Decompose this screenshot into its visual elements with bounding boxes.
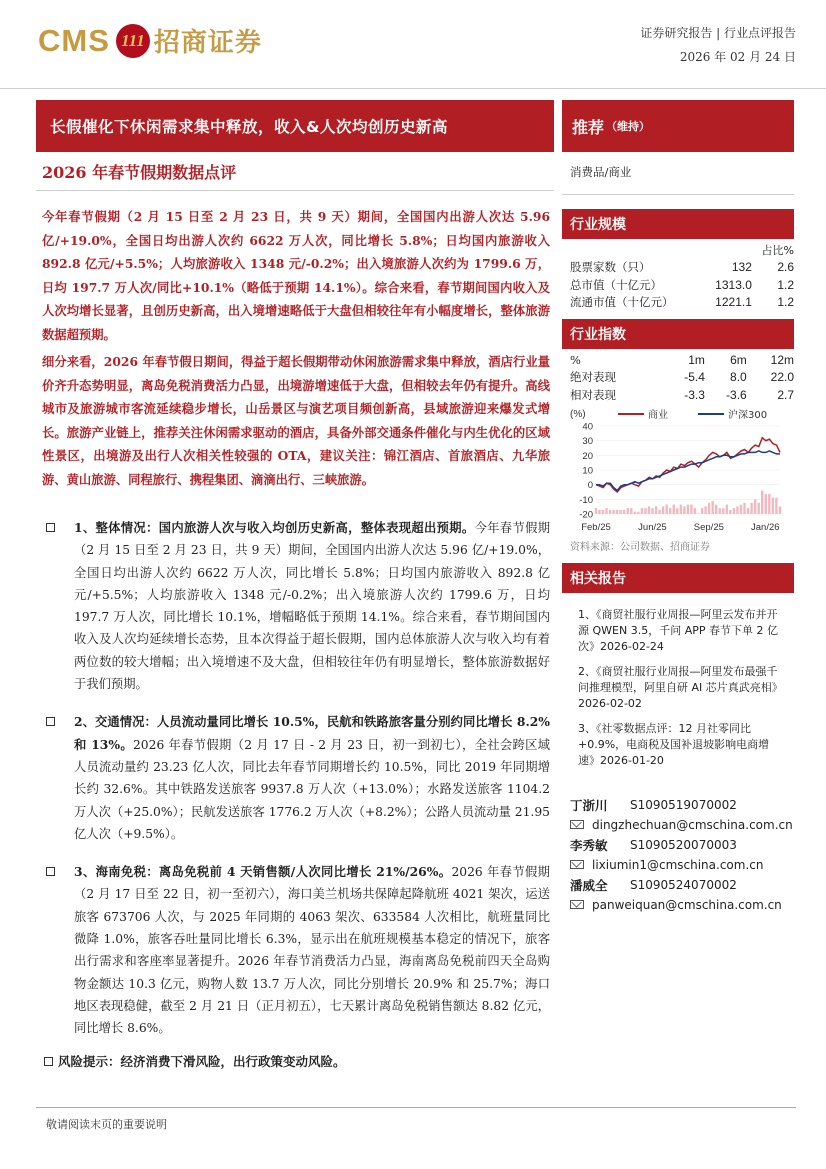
analyst-name: 潘威全 [570, 877, 608, 893]
excess-bar [690, 504, 692, 513]
bullet-item [42, 861, 550, 1039]
analyst-id: S1090524070002 [630, 877, 737, 892]
analyst-name: 李秀敏 [570, 837, 608, 853]
excess-bar [711, 501, 713, 514]
analyst-email-row [570, 815, 794, 835]
excess-bar [750, 502, 752, 513]
related-report-link[interactable]: 2、《商贸社服行业周报—阿里发布最强千问推理模型，阿里自研 AI 芯片真武亮相》2026-02-02 [578, 664, 783, 710]
risk-warning [42, 1052, 550, 1070]
performance-chart [566, 404, 790, 536]
analyst-email[interactable]: panweiquan@cmschina.com.cn [592, 897, 782, 912]
excess-bar [740, 504, 742, 513]
excess-bar [715, 504, 717, 513]
footer-note: 敬请阅读末页的重要说明 [46, 1118, 167, 1131]
excess-bar [747, 508, 749, 514]
checkbox-square-icon [46, 523, 55, 532]
bullet-item [42, 517, 550, 695]
y-tick-label: -20 [579, 509, 593, 520]
footer-divider [36, 1107, 796, 1108]
excess-bar [765, 494, 767, 514]
scale-table [570, 241, 794, 311]
index-head-cell: 6m [730, 352, 747, 367]
excess-bar [757, 502, 759, 513]
table-row [570, 369, 794, 387]
bullet-body: 今年春节假期（2 月 15 日至 2 月 23 日，共 9 天）期间，全国国内出游人次达 5.96 亿/+19.0%，全国日均出游人次约 6622 万人次，同比增长 5.8%；日均国内旅游收入 892.8 亿元/+5.5%；人均旅游收入 1348 元/-0.2%；出入境旅游人次约 1799.6 万，日均 197.7 万人次，同比增长 10.1%，增幅略低于预期 14.1%。综合来看，春节期间国内收入及人次均延续增长态势，且本次得益于超长假期，国内总体旅游人次与收入均有着两位数的较大增幅；出入境增速不及大盘，但相较往年仍有明显增长，整体旅游数据好于我们预期。 [74, 521, 550, 692]
table-row [570, 386, 794, 404]
checkbox-square-icon [46, 867, 55, 876]
y-tick-label: 20 [582, 450, 593, 462]
bullet-item [42, 711, 550, 845]
y-tick-label: 10 [582, 465, 593, 476]
excess-bar [733, 508, 735, 514]
table-row [570, 259, 794, 277]
scale-label: 总市值（十亿元） [570, 277, 662, 292]
analyst-id: S1090520070003 [630, 837, 737, 852]
excess-bar [761, 490, 763, 513]
rating-label: 推荐 [572, 117, 605, 137]
excess-bar [630, 508, 632, 514]
excess-bar [680, 504, 682, 513]
excess-bar [676, 508, 678, 514]
mail-icon [570, 820, 584, 829]
logo-chinese: 招商证券 [153, 28, 262, 58]
y-tick-label: -10 [579, 494, 593, 506]
bullet-heading: 1、整体情况：国内旅游人次与收入均创历史新高，整体表现超出预期。 [74, 520, 475, 535]
excess-bar [687, 504, 689, 513]
excess-bar [768, 494, 770, 514]
scale-pct: 1.2 [777, 295, 794, 310]
excess-bar [697, 513, 699, 514]
excess-bar [644, 508, 646, 514]
report-title: 长假催化下休闲需求集中释放，收入&人次均创历史新高 [36, 100, 554, 152]
excess-bar [719, 508, 721, 514]
excess-bar [708, 502, 710, 513]
excess-bar [729, 509, 731, 513]
report-type: 证券研究报告 | 行业点评报告 [640, 26, 796, 40]
excess-bar [726, 504, 728, 513]
x-tick-label: Jan/26 [751, 521, 780, 533]
risk-text: 风险提示：经济消费下滑风险，出行政策变动风险。 [58, 1053, 346, 1069]
table-row [570, 294, 794, 312]
excess-bar [641, 508, 643, 514]
excess-bar [669, 508, 671, 514]
analyst-email[interactable]: lixiumin1@cmschina.com.cn [592, 857, 764, 872]
excess-bar [602, 509, 604, 513]
bullet-body: 2026 年春节假期（2 月 17 日至 22 日，初一至初六），海口美兰机场共保障起降航班 4021 架次，运送旅客 673706 人次，与 2025 年同期的 4063 架次、633584 人次相比，航班量同比微降 1.0%，旅客吞吐量同比增长 6.3%，显示出在航班规模基本稳定的情况下，旅客出行需求和客座率显著提升。2026 年春节消费活力凸显，海南离岛免税前四天全岛购物金额达 10.3 亿元，购物人数 13.7 万人次，同比分别增长 20.9% 和 25.7%；海口地区表现稳健，截至 2 月 21 日（正月初五），七天累计离岛免税销售额达 8.82 亿元，同比增长 8.6%。 [74, 865, 550, 1036]
scale-label: 股票家数（只） [570, 260, 651, 275]
excess-bar [665, 504, 667, 513]
excess-bar [623, 509, 625, 513]
report-subtitle: 2026 年春节假期数据点评 [42, 163, 237, 182]
header-divider [0, 88, 826, 89]
excess-bar [704, 506, 706, 514]
analyst-email[interactable]: dingzhechuan@cmschina.com.cn [592, 817, 793, 832]
analyst-row [570, 835, 794, 855]
sidebar [562, 100, 794, 915]
excess-bar [651, 508, 653, 514]
analyst-id: S1090519070002 [630, 797, 737, 812]
excess-bar [673, 504, 675, 513]
excess-bar [662, 506, 664, 514]
scale-label: 流通市值（十亿元） [570, 295, 674, 310]
excess-bar [612, 509, 614, 513]
bullet-list [42, 517, 550, 1070]
excess-bar [598, 509, 600, 513]
summary [42, 205, 550, 495]
index-value: -3.3 [684, 387, 705, 402]
y-tick-label: 40 [582, 421, 593, 432]
legend-label-business: 商业 [648, 409, 668, 421]
excess-bar [722, 508, 724, 514]
scale-pct: 2.6 [777, 260, 794, 275]
excess-bar [616, 509, 618, 513]
page-header [0, 0, 826, 90]
index-head-cell: 12m [770, 352, 794, 367]
table-row [570, 276, 794, 294]
scale-value: 132 [731, 260, 752, 275]
index-value: 2.7 [777, 387, 794, 402]
index-value: 8.0 [730, 370, 747, 385]
excess-bar [655, 506, 657, 514]
logo-mark-icon: 111 [116, 24, 150, 58]
summary-paragraph: 细分来看，2026 年春节假日期间，得益于超长假期带动休闲旅游需求集中释放，酒店行业量价齐升态势明显，离岛免税消费活力凸显，出境游增速低于大盘，但相较去年仍有提升。高线城市及旅游城市客流延续稳步增长，山岳景区与演艺项目频创新高，县域旅游迎来爆发式增长。旅游产业链上，推荐关注休闲需求驱动的酒店，具备外部交通条件催化与内生优化的区域性景区，出境游及出行人次相关性较强的 OTA，建议关注：锦江酒店、首旅酒店、九华旅游、黄山旅游、同程旅行、携程集团、滴滴出行、三峡旅游。 [42, 354, 550, 487]
index-value: -3.6 [726, 387, 747, 402]
excess-bar [701, 508, 703, 514]
excess-bar [736, 506, 738, 514]
excess-bar [683, 506, 685, 514]
scale-pct: 1.2 [777, 277, 794, 292]
related-report-link[interactable]: 3、《社零数据点评：12 月社零同比+0.9%，电商税及国补退坡影响电商增速》2026-01-20 [578, 721, 770, 767]
y-tick-label: 30 [582, 435, 593, 447]
analyst-row [570, 795, 794, 815]
logo-latin: CMS [38, 22, 110, 58]
excess-bar [694, 508, 696, 514]
analyst-list [570, 795, 794, 915]
chart-source: 资料来源：公司数据、招商证券 [570, 541, 710, 553]
mail-icon [570, 900, 584, 909]
analyst-email-row [570, 855, 794, 875]
summary-paragraph: 今年春节假期（2 月 15 日至 2 月 23 日，共 9 天）期间，全国国内出游人次达 5.96 亿/+19.0%，全国日均出游人次约 6622 万人次，同比增长 5.8%；日均国内旅游收入 892.8 亿元/+5.5%；人均旅游收入 1348 元/-0.2%；出入境旅游人次约为 1799.6 万，日均 197.7 万人次/同比+10.1%（略低于预期 14.1%）。综合来看，春节期间国内收入及人次均增长显著，且创历史新高，出入境增速略低于大盘但相较往年有小幅度增长，整体旅游数据超预期。 [42, 209, 550, 342]
mail-icon [570, 860, 584, 869]
related-list [562, 607, 794, 769]
cms-logo [38, 22, 262, 59]
y-tick-label: 0 [587, 479, 593, 491]
related-report-link[interactable]: 1、《商贸社服行业周报—阿里云发布并开源 QWEN 3.5，千问 APP 春节下单 2 亿次》2026-02-24 [578, 607, 778, 653]
sector-label: 消费品/商业 [570, 165, 632, 179]
rating-bar [562, 100, 794, 152]
scale-value: 1221.1 [715, 295, 752, 310]
excess-bar [605, 508, 607, 514]
excess-bar [637, 511, 639, 513]
analyst-row [570, 875, 794, 895]
excess-bar [658, 509, 660, 513]
related-section-title: 相关报告 [562, 563, 794, 593]
index-label: 相对表现 [570, 387, 616, 402]
excess-bar [754, 499, 756, 514]
excess-bar [779, 506, 781, 514]
excess-bar [634, 511, 636, 513]
excess-bar [775, 497, 777, 513]
index-head-cell: % [570, 352, 581, 367]
index-section-title: 行业指数 [562, 319, 794, 349]
bullet-heading: 2、交通情况：人员流动量同比增长 10.5%，民航和铁路旅客量分别约同比增长 8.2%和 13%。 [74, 714, 550, 752]
subtitle-divider [36, 190, 554, 191]
analyst-name: 丁浙川 [570, 797, 608, 813]
report-date: 2026 年 02 月 24 日 [679, 50, 796, 64]
bullet-heading: 3、海南免税：离岛免税前 4 天销售额/人次同比增长 21%/26%。 [74, 864, 452, 880]
excess-bar [772, 497, 774, 513]
x-tick-label: Jun/25 [638, 521, 667, 533]
excess-bar [609, 509, 611, 513]
checkbox-square-icon [46, 717, 55, 726]
excess-bar [743, 502, 745, 513]
excess-bar [627, 508, 629, 514]
index-label: 绝对表现 [570, 370, 616, 385]
index-value: 22.0 [770, 370, 794, 385]
index-table [570, 351, 794, 404]
x-tick-label: Sep/25 [693, 521, 724, 533]
sidebar-divider [562, 194, 794, 195]
x-tick-label: Feb/25 [581, 521, 611, 533]
analyst-email-row [570, 895, 794, 915]
scale-head: 占比% [761, 243, 794, 257]
legend-label-csi300: 沪深300 [728, 409, 768, 421]
index-head-cell: 1m [688, 352, 705, 367]
excess-bar [619, 509, 621, 513]
rating-note: （维持） [606, 120, 651, 133]
checkbox-square-icon [44, 1057, 53, 1066]
excess-bar [648, 506, 650, 514]
scale-value: 1313.0 [715, 277, 752, 292]
excess-bar [595, 508, 597, 514]
bullet-body: 2026 年春节假期（2 月 17 日 - 2 月 23 日，初一到初七），全社会跨区域人员流动量约 23.23 亿人次，同比去年春节同期增长约 10.5%，同比 2019 年同期增长约 32.6%。其中铁路发送旅客 9937.8 万人次（+13.0%）；水路发送旅客 1104.2 万人次（+25.0%）；民航发送旅客 1776.2 万人次（+8.2%）；公路人员流动量 21.95 亿人次（+9.5%）。 [74, 737, 550, 841]
scale-section-title: 行业规模 [562, 209, 794, 239]
index-value: -5.4 [684, 370, 705, 385]
chart-ylabel: (%) [570, 408, 586, 420]
table-row [570, 351, 794, 369]
